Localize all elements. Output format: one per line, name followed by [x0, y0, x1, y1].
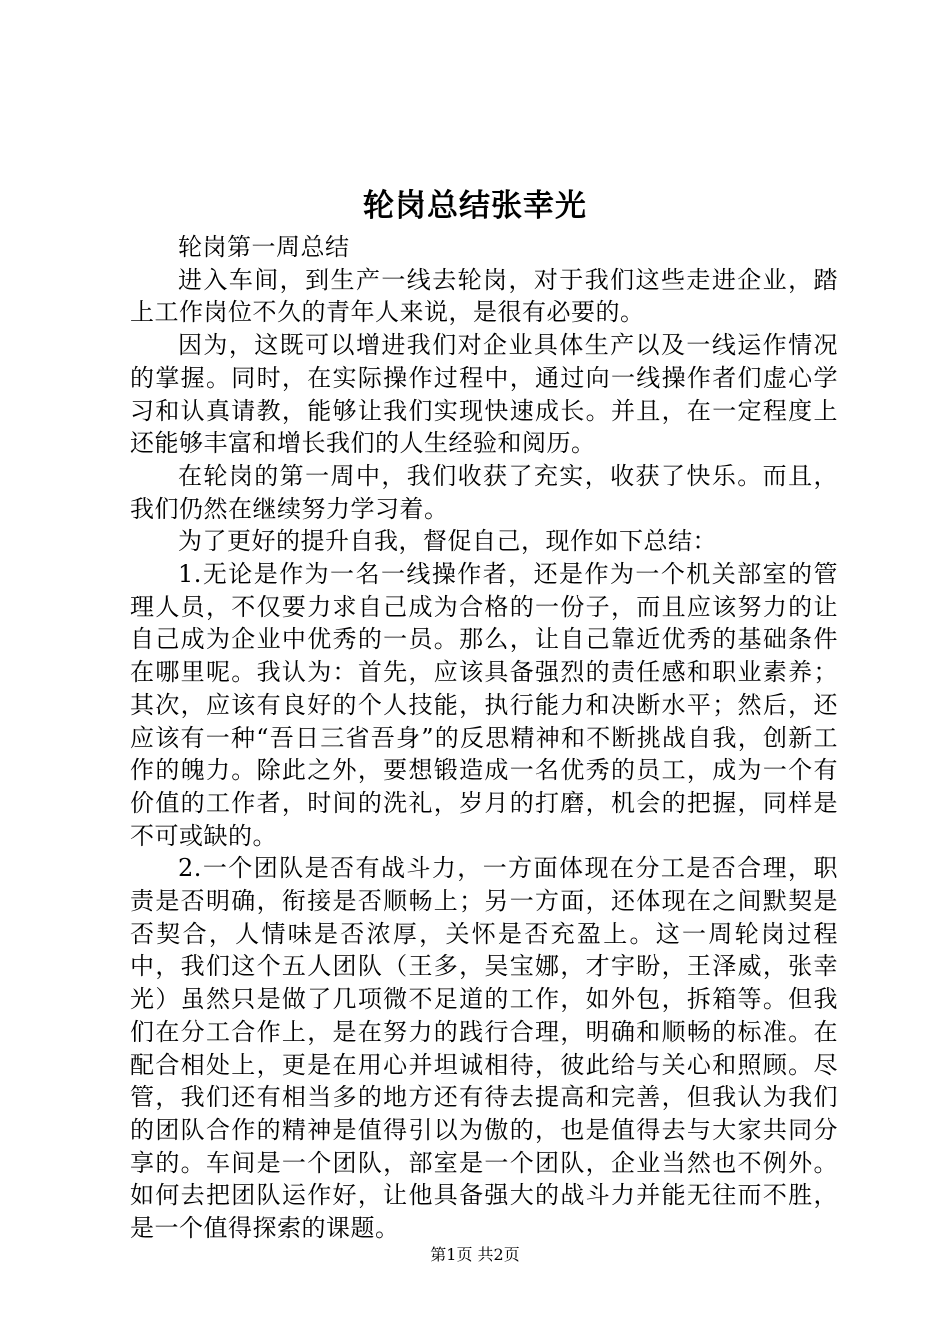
document-body: [130, 231, 838, 1245]
paragraph: 进入车间，到生产一线去轮岗，对于我们这些走进企业，踏上工作岗位不久的青年人来说，是很有必要的。: [130, 265, 838, 327]
paragraph: 2.一个团队是否有战斗力，一方面体现在分工是否合理，职责是否明确，衔接是否顺畅上；另一方面，还体现在之间默契是否契合，人情味是否浓厚，关怀是否充盈上。这一周轮岗过程中，我们这个五人团队（王多，吴宝娜，才宇盼，王泽威，张幸光）虽然只是做了几项微不足道的工作，如外包，拆箱等。但我们在分工合作上，是在努力的践行合理，明确和顺畅的标准。在配合相处上，更是在用心并坦诚相待，彼此给与关心和照顾。尽管，我们还有相当多的地方还有待去提高和完善，但我认为我们的团队合作的精神是值得引以为傲的，也是值得去与大家共同分享的。车间是一个团队，部室是一个团队，企业当然也不例外。如何去把团队运作好，让他具备强大的战斗力并能无往而不胜，是一个值得探索的课题。: [130, 854, 838, 1243]
paragraph: 1.无论是作为一名一线操作者，还是作为一个机关部室的管理人员，不仅要力求自己成为合格的一份子，而且应该努力的让自己成为企业中优秀的一员。那么，让自己靠近优秀的基础条件在哪里呢。我认为：首先，应该具备强烈的责任感和职业素养；其次，应该有良好的个人技能，执行能力和决断水平；然后，还应该有一种“吾日三省吾身”的反思精神和不断挑战自我，创新工作的魄力。除此之外，要想锻造成一名优秀的员工，成为一个有价值的工作者，时间的洗礼，岁月的打磨，机会的把握，同样是不可或缺的。: [130, 560, 838, 850]
section-heading: 轮岗第一周总结: [178, 233, 350, 261]
paragraph: 在轮岗的第一周中，我们收获了充实，收获了快乐。而且，我们仍然在继续努力学习着。: [130, 461, 838, 523]
paragraph: 为了更好的提升自我，督促自己，现作如下总结：: [178, 527, 717, 556]
document-title: 轮岗总结张幸光: [363, 188, 587, 224]
paragraph: 因为，这既可以增进我们对企业具体生产以及一线运作情况的掌握。同时，在实际操作过程中，通过向一线操作者们虚心学习和认真请教，能够让我们实现快速成长。并且，在一定程度上还能够丰富和增长我们的人生经验和阅历。: [130, 331, 838, 458]
page-footer: 第1页 共2页: [430, 1245, 520, 1264]
